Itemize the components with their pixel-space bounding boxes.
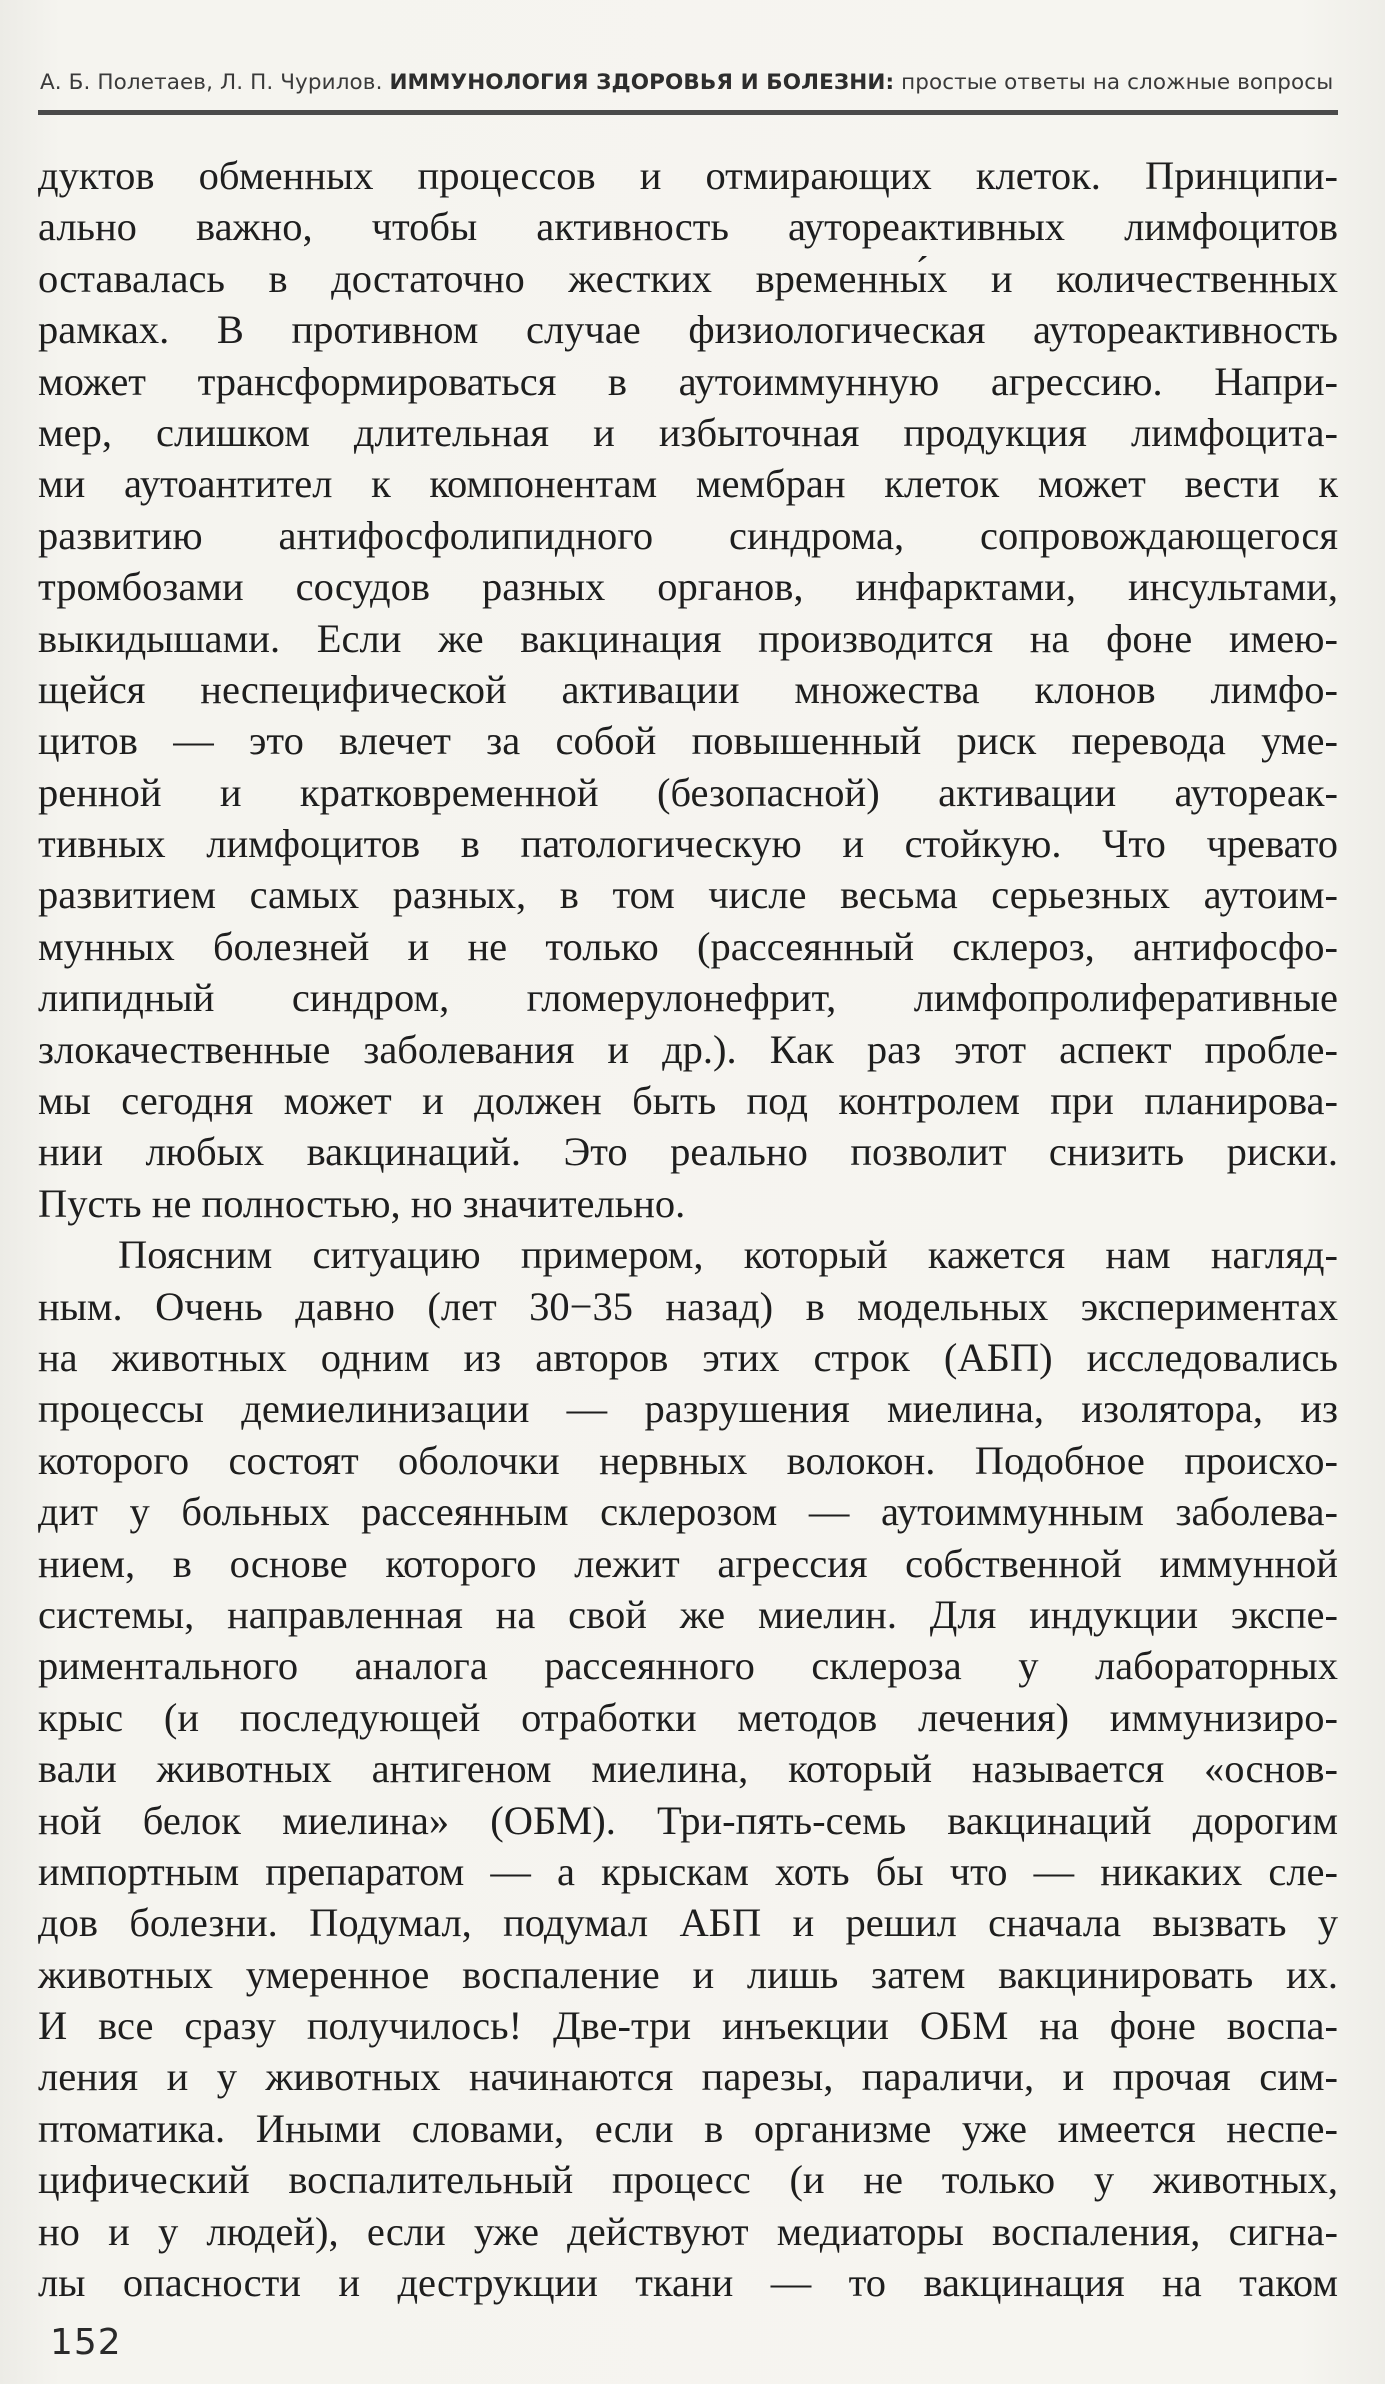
text-line: ным. Очень давно (лет 30−35 назад) в модельных экспериментах [38, 1283, 1338, 1329]
text-line: мунных болезней и не только (рассеянный склероз, антифосфо- [38, 923, 1338, 969]
text-line: Поясним ситуацию примером, который кажется нам нагляд- [118, 1232, 1338, 1278]
text-line: ально важно, чтобы активность аутореактивных лимфоцитов [38, 204, 1338, 250]
text-line: нии любых вакцинаций. Это реально позволит снизить риски. [38, 1129, 1338, 1175]
text-line: нием, в основе которого лежит агрессия собственной иммунной [38, 1540, 1338, 1586]
text-line: системы, направленная на свой же миелин. Для индукции экспе- [38, 1591, 1338, 1637]
text-line: цитов — это влечет за собой повышенный риск перевода уме- [38, 718, 1338, 764]
text-line: ми аутоантител к компонентам мембран клеток может вести к [38, 461, 1338, 507]
text-line: но и у людей), если уже действуют медиаторы воспаления, сигна- [38, 2208, 1338, 2254]
text-line: ренной и кратковременной (безопасной) активации аутореак- [38, 769, 1338, 815]
text-line: риментального аналога рассеянного склероза у лабораторных [38, 1643, 1338, 1689]
text-line: дуктов обменных процессов и отмирающих клеток. Принципи- [38, 153, 1338, 198]
text-line: злокачественные заболевания и др.). Как раз этот аспект пробле- [38, 1026, 1338, 1072]
text-line: лы опасности и деструкции ткани — то вакцинация на таком [38, 2260, 1338, 2306]
text-line: Пусть не полностью, но значительно. [38, 1180, 686, 1226]
text-line: импортным препаратом — а крыскам хоть бы что — никаких сле- [38, 1848, 1338, 1894]
text-line: животных умеренное воспаление и лишь затем вакцинировать их. [38, 1951, 1338, 1997]
text-line: липидный синдром, гломерулонефрит, лимфопролиферативные [38, 975, 1338, 1021]
text-line: щейся неспецифической активации множества клонов лимфо- [38, 666, 1338, 712]
text-line: оставалась в достаточно жестких временны́х и количественных [38, 255, 1338, 301]
text-line: на животных одним из авторов этих строк (АБП) исследовались [38, 1334, 1338, 1380]
text-line: процессы демиелинизации — разрушения миелина, изолятора, из [38, 1386, 1338, 1432]
text-line: развитием самых разных, в том числе весьма серьезных аутоим- [38, 872, 1338, 918]
text-line: рамках. В противном случае физиологическая аутореактивность [38, 307, 1338, 353]
text-line: ления и у животных начинаются парезы, параличи, и прочая сим- [38, 2054, 1338, 2100]
header-rule [38, 110, 1338, 115]
text-line: которого состоят оболочки нервных волокон. Подобное происхо- [38, 1437, 1338, 1483]
text-line: развитию антифосфолипидного синдрома, сопровождающегося [38, 512, 1338, 558]
text-line: мы сегодня может и должен быть под контролем при планирова- [38, 1078, 1338, 1124]
paragraph-2 [38, 1229, 1338, 2308]
text-line: может трансформироваться в аутоиммунную агрессию. Напри- [38, 358, 1338, 404]
text-line: мер, слишком длительная и избыточная продукция лимфоцита- [38, 409, 1338, 455]
running-head-book-title: ИММУНОЛОГИЯ ЗДОРОВЬЯ И БОЛЕЗНИ: [389, 70, 895, 95]
running-head-authors: А. Б. Полетаев, Л. П. Чурилов. [40, 70, 390, 95]
text-line: цифический воспалительный процесс (и не только у животных, [38, 2157, 1338, 2203]
page-number: 152 [50, 2322, 122, 2363]
text-line: птоматика. Иными словами, если в организме уже имеется неспе- [38, 2105, 1338, 2151]
running-head [40, 70, 1340, 95]
text-line: дит у больных рассеянным склерозом — аутоиммунным заболева- [38, 1489, 1338, 1535]
paragraph-1 [38, 150, 1338, 1229]
text-line: И все сразу получилось! Две-три инъекции ОБМ на фоне воспа- [38, 2003, 1338, 2049]
text-line: дов болезни. Подумал, подумал АБП и решил сначала вызвать у [38, 1900, 1338, 1946]
running-head-subtitle: простые ответы на сложные вопросы [894, 70, 1334, 95]
text-line: выкидышами. Если же вакцинация производится на фоне имею- [38, 615, 1338, 661]
text-line: крыс (и последующей отработки методов лечения) иммунизиро- [38, 1694, 1338, 1740]
text-line: вали животных антигеном миелина, который называется «основ- [38, 1746, 1338, 1792]
text-line: тромбозами сосудов разных органов, инфарктами, инсультами, [38, 564, 1338, 610]
text-line: ной белок миелина» (ОБМ). Три-пять-семь вакцинаций дорогим [38, 1797, 1338, 1843]
text-line: тивных лимфоцитов в патологическую и стойкую. Что чревато [38, 821, 1338, 867]
body-text [38, 150, 1338, 2308]
